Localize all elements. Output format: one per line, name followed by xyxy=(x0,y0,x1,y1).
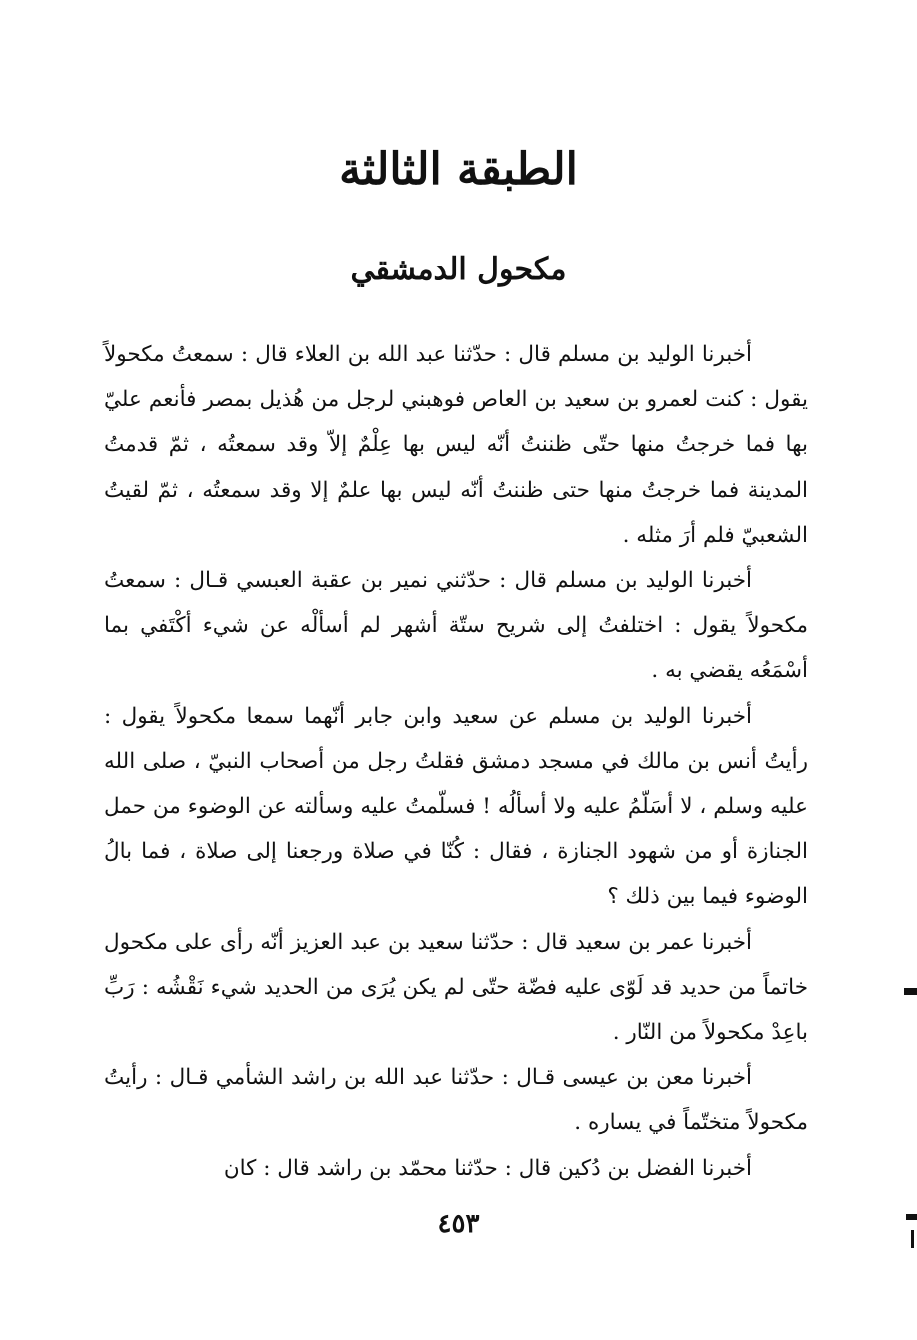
paragraph: أخبرنا الفضل بن دُكين قال : حدّثنا محمّد بن راشد قال : كان xyxy=(223,1155,752,1181)
page-number: ٤٥٣ xyxy=(437,1209,480,1239)
paragraph: أخبرنا الوليد بن مسلم قال : حدّثنا عبد الله بن العلاء قال : سمعتُ مكحولاً يقول : كنت لعمرو بن سعيد بن العاص فوهبني لرجل من هُذيل بمصر فأنعم عليّ بها فما خرجتُ منها حتّى ظننتُ أنّه ليس بها عِلْمٌ إلاّ وقد سمعتُه ، ثمّ قدمتُ المدينة فما خرجتُ منها حتى ظننتُ أنّه ليس بها علمٌ إلا وقد سمعتُه ، ثمّ لقيتُ الشعبيّ فلم أرَ مثله . xyxy=(104,342,808,548)
scan-edge-mark xyxy=(911,1230,914,1248)
biography-heading: مكحول الدمشقي xyxy=(350,252,567,287)
section-title: الطبقة الثالثة xyxy=(339,144,578,195)
body-text xyxy=(104,332,808,1191)
scan-edge-mark xyxy=(906,1214,917,1220)
paragraph: أخبرنا عمر بن سعيد قال : حدّثنا سعيد بن عبد العزيز أنّه رأى على مكحول خاتماً من حديد قد لَوّى عليه فضّة حتّى لم يكن يُرَى من الحديد شيء نَقْشُه : رَبِّ باعِدْ مكحولاً من النّار . xyxy=(104,929,808,1046)
paragraph: أخبرنا الوليد بن مسلم عن سعيد وابن جابر أنّهما سمعا مكحولاً يقول : رأيتُ أنس بن مالك في مسجد دمشق فقلتُ رجل من أصحاب النبيّ ، صلى الله عليه وسلم ، لا أسَلّمُ عليه ولا أسألُه ! فسلّمتُ عليه وسألته عن الوضوء من حمل الجنازة أو من شهود الجنازة ، فقال : كُنّا في صلاة ورجعنا إلى صلاة ، فما بالُ الوضوء فيما بين ذلك ؟ xyxy=(104,703,808,910)
scan-edge-mark xyxy=(904,988,917,995)
paragraph: أخبرنا معن بن عيسى قـال : حدّثنا عبد الله بن راشد الشأمي قـال : رأيتُ مكحولاً متختّماً في يساره . xyxy=(104,1065,808,1136)
paragraph: أخبرنا الوليد بن مسلم قال : حدّثني نمير بن عقبة العبسي قـال : سمعتُ مكحولاً يقول : اختلفتُ إلى شريح ستّة أشهر لم أسألْه عن شيء أكْتَفي بما أسْمَعُه يقضي به . xyxy=(104,568,808,684)
